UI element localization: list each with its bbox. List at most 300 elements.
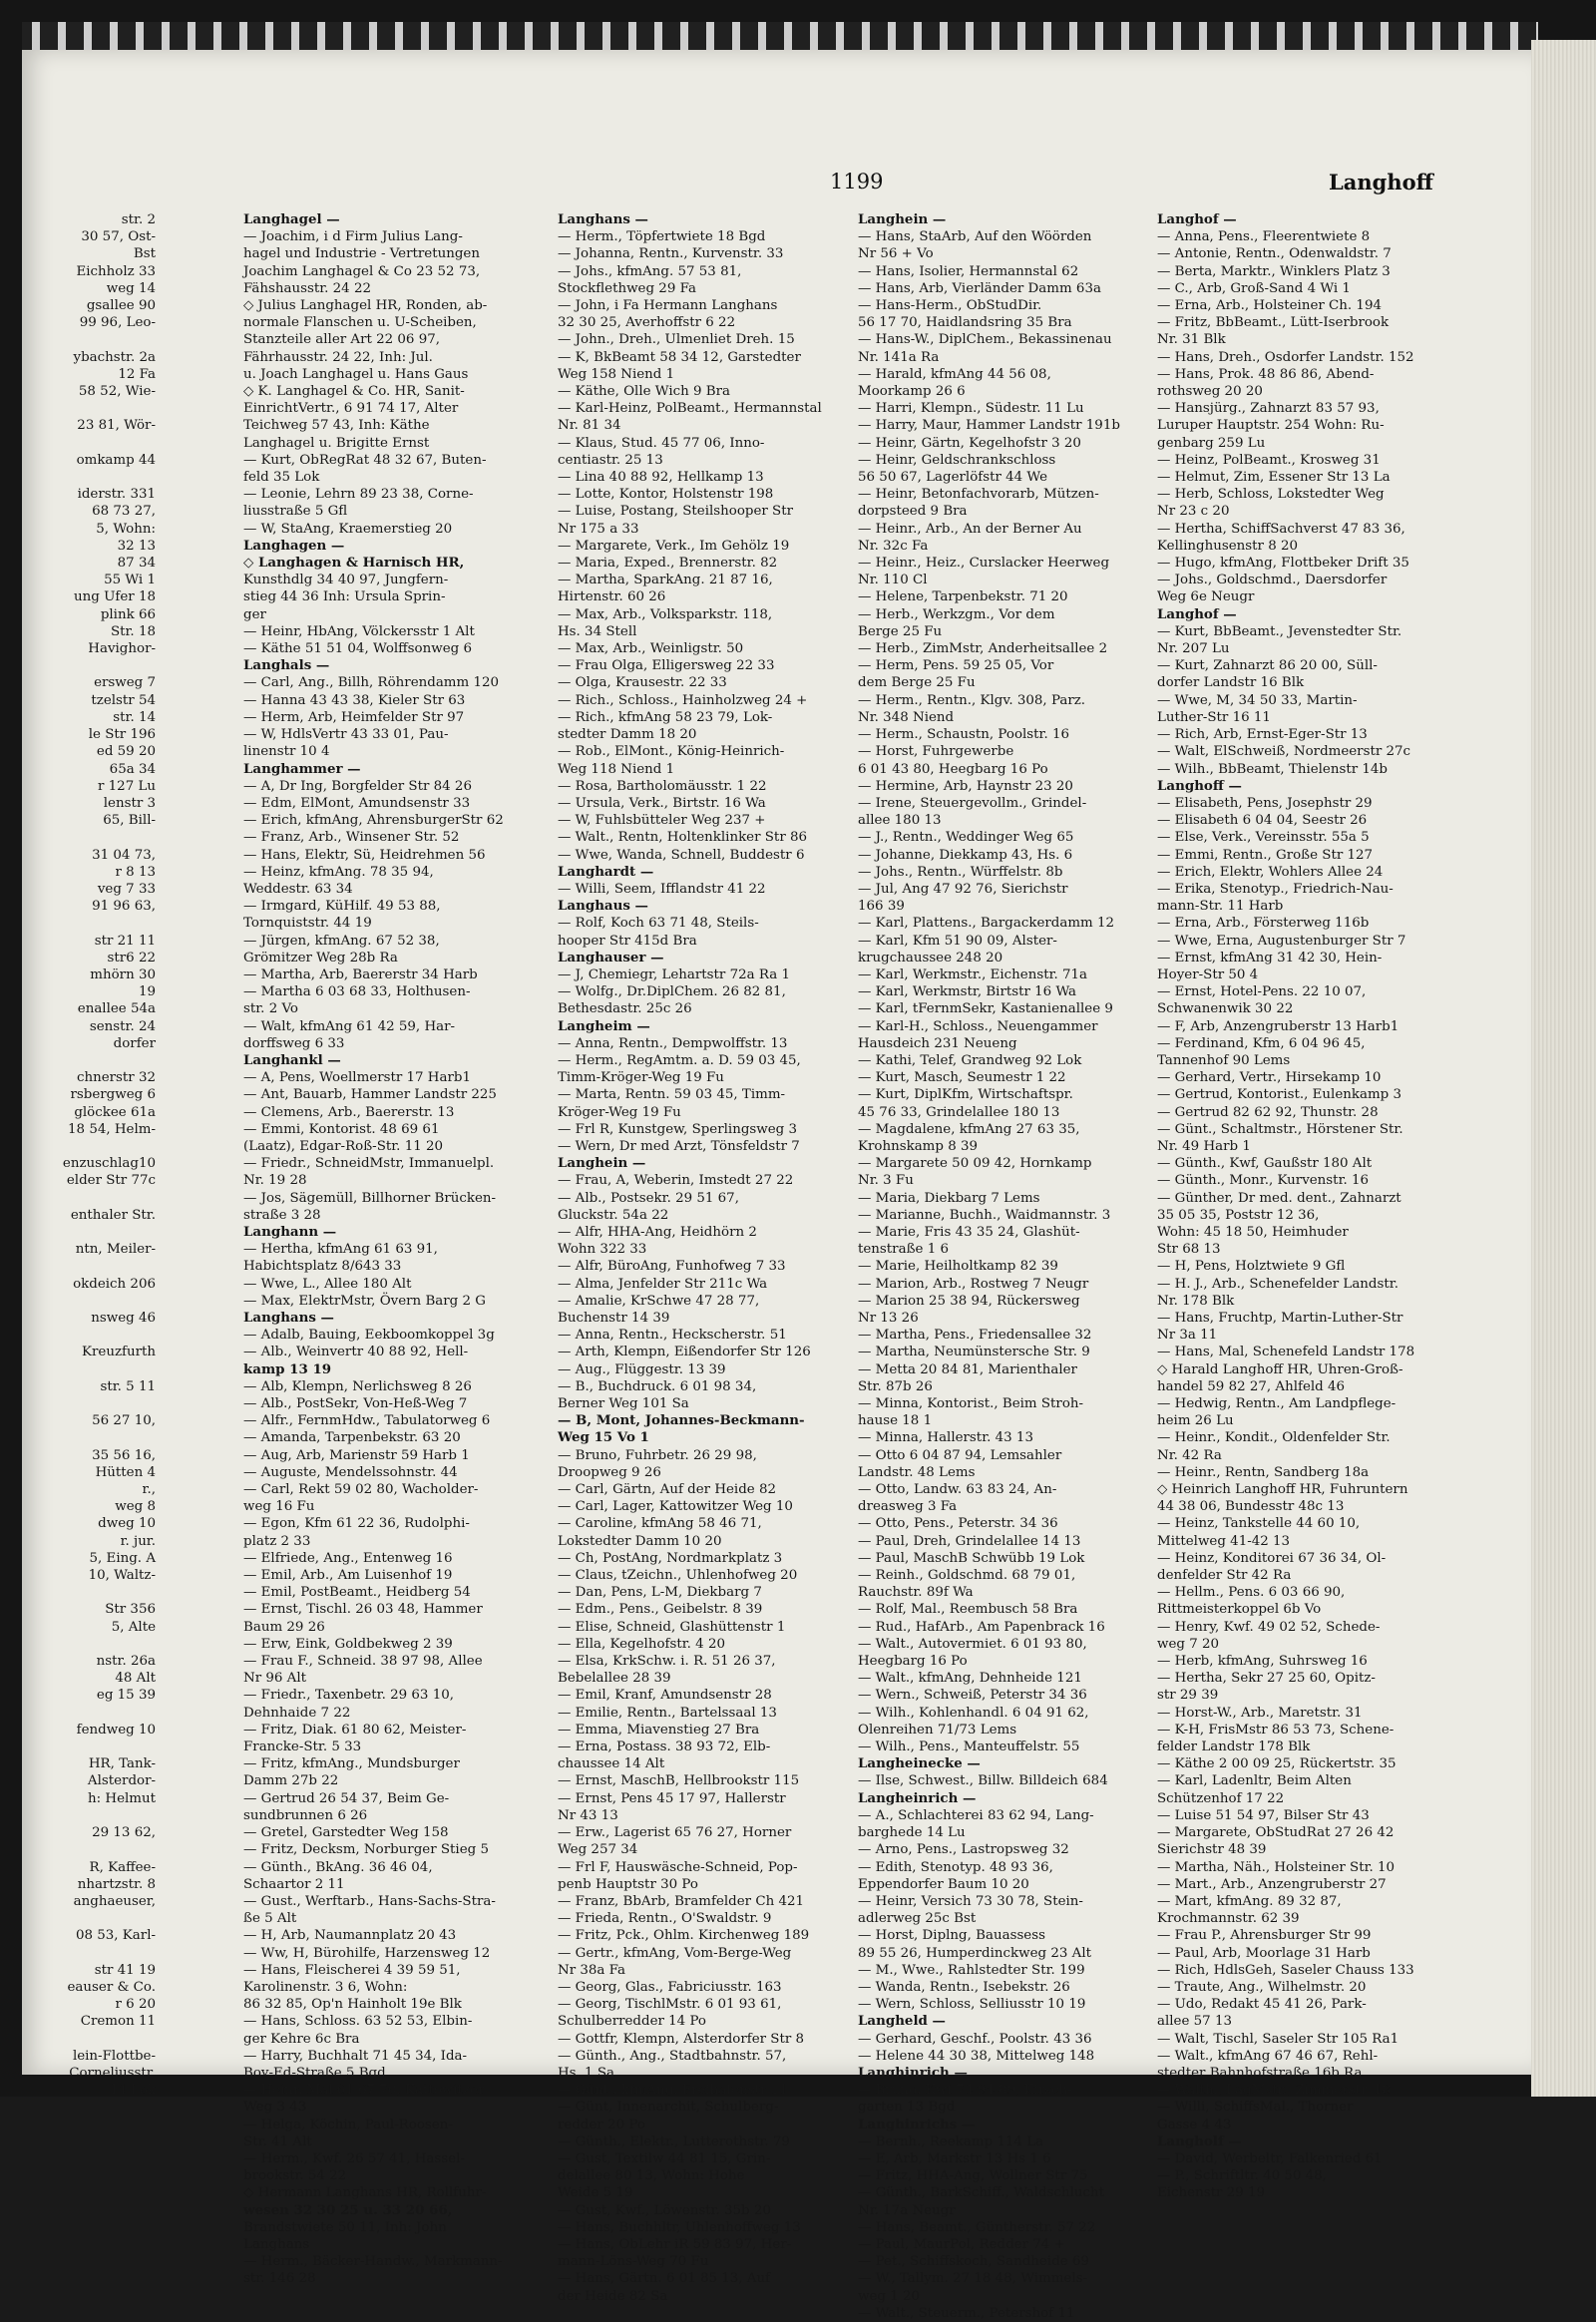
facing-page-line <box>22 1429 162 1446</box>
directory-entry: — Helene 44 30 38, Mittelweg 148 <box>858 2048 1095 2064</box>
facing-page-line: rsbergweg 6 <box>70 1087 156 1103</box>
directory-entry: handel 59 82 27, Ahlfeld 46 <box>1157 1378 1346 1394</box>
directory-entry: — Jul, Ang 47 92 76, Sierichstr <box>858 881 1068 897</box>
facing-page-line <box>22 1945 162 1962</box>
directory-entry: — Frau P., Ahrensburger Str 99 <box>1157 1928 1372 1944</box>
facing-page-line: ung Ufer 18 <box>74 589 156 605</box>
directory-entry: Str. 87b 26 <box>858 1378 933 1394</box>
facing-page-line: 12 Fa <box>118 366 156 382</box>
facing-page-line: Corneliusstr. <box>69 2065 156 2081</box>
directory-entry: — Martha, SparkAng. 21 87 16, <box>558 573 773 588</box>
surname-heading: Langhagen — <box>243 537 345 554</box>
directory-entry: — Hans, Prok. 48 86 86, Abend- <box>1157 366 1375 382</box>
directory-entry: — Caroline, kfmAng 58 46 71, <box>558 1516 762 1532</box>
directory-entry: — Bernh., Reekamp 114 La <box>858 2133 1044 2149</box>
directory-entry: — P., Schriftltr. 40 50 48, <box>1157 2168 1328 2184</box>
directory-entry: — Arth, Klempn, Eißendorfer Str 126 <box>558 1345 811 1360</box>
directory-entry: — Frau, A, Weberin, Imstedt 27 22 <box>558 1173 794 1189</box>
directory-entry: — Günth., Monr., Kurvenstr. 16 <box>1157 1173 1370 1189</box>
facing-page-line: 55 Wi 1 <box>104 573 156 588</box>
surname-heading: Langhaus — <box>558 898 648 915</box>
directory-entry: Tornquiststr. 44 19 <box>243 916 372 932</box>
facing-page-line <box>22 1807 162 1824</box>
directory-entry: — Margarete, ObStudRat 27 26 42 <box>1157 1825 1395 1841</box>
directory-entry: Hausdeich 231 Neueng <box>858 1035 1017 1051</box>
directory-entry: — Wolfg., Dr.DiplChem. 26 82 81, <box>558 984 786 1000</box>
surname-heading: Langhoff — <box>1157 777 1242 794</box>
directory-entry: — Erna, Arb., Holsteiner Ch. 194 <box>1157 298 1382 314</box>
directory-entry: — Hans, Beamt., Güntherstr. 57 22 <box>858 2219 1096 2235</box>
directory-entry: — John, i Fa Hermann Langhans <box>558 298 778 314</box>
directory-entry: — Marianne, Buchh., Waidmannstr. 3 <box>858 1207 1111 1223</box>
directory-entry: EinrichtVertr., 6 91 74 17, Alter <box>243 401 459 417</box>
directory-entry: — Herb, kfmAng, Suhrsweg 16 <box>1157 1654 1368 1670</box>
directory-entry: — Heinr., Arb., An der Berner Au <box>858 521 1082 537</box>
directory-entry: — W, StaAng, Kraemerstieg 20 <box>243 521 453 537</box>
directory-entry: Nr. 348 Niend <box>858 709 955 725</box>
directory-entry: — Ferdinand, Kfm, 6 04 96 45, <box>1157 1035 1366 1051</box>
directory-entry: Dehnhaide 7 22 <box>243 1705 351 1721</box>
directory-entry: — Walt, kfmAng 61 42 59, Har- <box>243 1018 456 1034</box>
directory-entry: weg 7 20 <box>1157 1636 1220 1652</box>
directory-entry: — Rich., kfmAng 58 23 79, Lok- <box>558 709 773 725</box>
directory-entry: — Gerhard, Geschf., Poolstr. 43 36 <box>858 2031 1092 2047</box>
directory-entry: — Martha, Neumünstersche Str. 9 <box>858 1345 1090 1360</box>
directory-entry: 35 05 35, Poststr 12 36, <box>1157 1207 1320 1223</box>
directory-entry: Teichweg 57 43, Inh: Käthe <box>243 418 430 434</box>
facing-page-line: 5, Eing. A <box>89 1550 156 1566</box>
directory-entry: — Heinr, HbAng, Völckersstr 1 Alt <box>243 623 475 639</box>
directory-entry: — Kathi, Telef, Grandweg 92 Lok <box>858 1052 1082 1068</box>
facing-page-line <box>22 1327 162 1344</box>
facing-page-line: nsweg 46 <box>91 1311 156 1326</box>
directory-entry: — Hugo, kfmAng, Flottbeker Drift 35 <box>1157 556 1409 572</box>
facing-page-line: Str. 18 <box>110 623 156 639</box>
directory-entry: — Klaus, Stud. 45 77 06, Inno- <box>558 435 765 451</box>
directory-entry: — Willi, Seem, Ifflandstr 41 22 <box>558 881 766 897</box>
directory-entry: — Karl-H., Schloss., Neuengammer <box>858 1018 1098 1034</box>
directory-entry: Brandstwiete 50 11, Inh: John <box>243 2219 447 2235</box>
directory-entry: — Margarete 50 09 42, Hornkamp <box>858 1156 1092 1172</box>
facing-page-line: str 21 11 <box>94 933 156 949</box>
directory-entry: — Gertr., kfmAng, Vom-Berge-Weg <box>558 1945 792 1961</box>
directory-entry: — Hans, Fruchtp, Martin-Luther-Str <box>1157 1311 1403 1326</box>
directory-entry: — Max, ElektrMstr, Övern Barg 2 G <box>243 1293 486 1309</box>
directory-entry: Nr 3a 11 <box>1157 1328 1218 1344</box>
directory-entry: — Bruno, Fuhrbetr. 26 29 98, <box>558 1447 757 1463</box>
directory-entry: — Ernst, Pens 45 17 97, Hallerstr <box>558 1790 786 1806</box>
directory-entry: — Jürgen, kfmAng. 67 52 38, <box>243 933 440 949</box>
directory-entry: tenstraße 1 6 <box>858 1242 949 1258</box>
surname-heading: Langhals — <box>243 657 330 674</box>
facing-page-line <box>22 1190 162 1207</box>
directory-entry: — Minna, Kontorist., Beim Stroh- <box>858 1396 1084 1412</box>
surname-heading: Langhein — <box>858 211 947 227</box>
directory-entry: — Horst, Fuhrgewerbe <box>858 744 1014 760</box>
facing-page-line: 32 13 <box>117 538 156 554</box>
directory-entry: — Leonie, Lehrn 89 23 38, Corne- <box>243 487 474 503</box>
directory-entry: u. Joach Langhagel u. Hans Gaus <box>243 366 469 382</box>
directory-entry: — Egon, Kfm 61 22 36, Rudolphi- <box>243 1516 470 1532</box>
directory-entry: — Alfr, HHA-Ang, Heidhörn 2 <box>558 1224 757 1240</box>
facing-page-line: r 6 20 <box>115 1997 156 2013</box>
directory-entry: Landstr. 48 Lems <box>858 1464 976 1480</box>
directory-entry: — Alb., Weinvertr 40 88 92, Hell- <box>243 1345 469 1360</box>
directory-entry: — Ant, Bauarb, Hammer Landstr 225 <box>243 1087 497 1103</box>
directory-entry: ger <box>243 606 266 622</box>
facing-page-line: str. 5 11 <box>100 1378 156 1394</box>
directory-entry: — Elsa, KrkSchw. i. R. 51 26 37, <box>558 1654 776 1670</box>
facing-page-line: ybachstr. 2a <box>73 349 156 365</box>
directory-entry: — Ernst, MaschB, Hellbrookstr 115 <box>558 1773 800 1789</box>
facing-page-line: R, Kaffee- <box>89 1859 156 1875</box>
directory-entry: — Günther, Dr med. dent., Zahnarzt <box>1157 1190 1401 1206</box>
directory-entry: — Erich, Elektr, Wohlers Allee 24 <box>1157 864 1384 880</box>
facing-page-line: Cremon 11 <box>80 2014 156 2030</box>
facing-page-line: lein-Flottbe- <box>72 2048 156 2064</box>
directory-entry: centiastr. 25 13 <box>558 452 663 468</box>
directory-entry: Olenreihen 71/73 Lems <box>858 1722 1017 1738</box>
directory-entry: Schwanenwik 30 22 <box>1157 1001 1294 1017</box>
directory-entry: — Herb, Schloss, Lokstedter Weg <box>1157 487 1385 503</box>
directory-entry: — Walt., kfmAng, Dehnheide 121 <box>858 1671 1082 1687</box>
directory-entry: — Käthe 2 00 09 25, Rückertstr. 35 <box>1157 1756 1396 1772</box>
directory-entry: Nr 56 + Vo <box>858 246 934 262</box>
facing-page-line: weg 14 <box>106 280 156 296</box>
facing-page-line: r 127 Lu <box>98 778 156 794</box>
directory-entry: garten 13 Bgd <box>858 2100 956 2116</box>
surname-heading: Langhinrichs — <box>858 2116 976 2132</box>
directory-entry: Droopweg 9 26 <box>558 1464 661 1480</box>
facing-page-line: fendweg 10 <box>76 1722 156 1738</box>
directory-entry: — Pet., Schiffskoch, Sandheide 69 <box>858 2254 1089 2270</box>
directory-entry: Nr. 19 28 <box>243 1173 307 1189</box>
facing-page-line <box>22 1584 162 1601</box>
facing-page-line <box>22 400 162 417</box>
directory-entry: 56 17 70, Haidlandsring 35 Bra <box>858 315 1072 331</box>
facing-page-line <box>22 331 162 348</box>
facing-page-line: enzuschlag10 <box>62 1156 156 1172</box>
directory-entry: — Elisabeth, Pens, Josephstr 29 <box>1157 795 1373 811</box>
directory-entry: Tannenhof 90 Lems <box>1157 1052 1291 1068</box>
directory-entry: — Hedwig, Rentn., Am Landpflege- <box>1157 1396 1396 1412</box>
surname-heading: Langhauser — <box>558 949 664 966</box>
surname-heading: Langhankl — <box>243 1051 341 1068</box>
facing-page-line: Eichholz 33 <box>76 263 156 279</box>
directory-entry: — Elisabeth 6 04 04, Seestr 26 <box>1157 813 1368 829</box>
directory-entry: feld 35 Lok <box>243 470 320 486</box>
facing-page-line: 56 27 10, <box>92 1413 156 1429</box>
directory-entry: — C., Arb, Groß-Sand 4 Wi 1 <box>1157 280 1351 296</box>
directory-entry: ße 5 Alt <box>243 1911 297 1927</box>
directory-entry: — H, Arb, Naumannplatz 20 43 <box>243 1928 457 1944</box>
directory-entry: — Kurt, DiplKfm, Wirtschaftspr. <box>858 1087 1073 1103</box>
directory-entry: — Harry, Maur, Hammer Landstr 191b <box>858 418 1120 434</box>
directory-entry: Eichenstr 29 19 <box>1157 2185 1265 2201</box>
directory-entry: — Frl F, Hauswäsche-Schneid, Pop- <box>558 1859 798 1875</box>
directory-entry: — Fritz, kfmAng., Mundsburger <box>243 1756 460 1772</box>
facing-page-line: mhörn 30 <box>90 967 156 982</box>
directory-entry: — Emil, Kranf, Amundsenstr 28 <box>558 1688 772 1704</box>
directory-entry: — Otto, Landw. 63 83 24, An- <box>858 1482 1057 1498</box>
directory-entry: — Ernst, Hotel-Pens. 22 10 07, <box>1157 984 1367 1000</box>
directory-entry: — Käthe 51 51 04, Wolffsonweg 6 <box>243 641 472 657</box>
directory-entry: — Otto 6 04 87 94, Lemsahler <box>858 1447 1062 1463</box>
surname-heading: Langheinecke — <box>858 1755 981 1772</box>
directory-entry: Stockflethweg 29 Fa <box>558 280 696 296</box>
directory-entry: 86 32 85, Op'n Hainholt 19e Blk <box>243 1997 462 2013</box>
directory-entry: — Marie, Heilholtkamp 82 39 <box>858 1259 1058 1275</box>
directory-entry: — Günt., Schaltmstr., Hörstener Str. <box>1157 1121 1403 1137</box>
directory-entry: Nr 175 a 33 <box>558 521 639 537</box>
directory-entry: — Emmi, Kontorist. 48 69 61 <box>243 1121 440 1137</box>
facing-page-line: Str 356 <box>105 1602 156 1618</box>
directory-entry: Nr 23 c 20 <box>1157 504 1230 520</box>
directory-entry: — Walt, ElSchweiß, Nordmeerstr 27c <box>1157 744 1411 760</box>
directory-entry: — Hertha, Sekr 27 25 60, Opitz- <box>1157 1671 1376 1687</box>
directory-entry: — W, Fuhlsbütteler Weg 237 + <box>558 813 766 829</box>
surname-heading: Langhardt — <box>558 863 654 880</box>
running-head: Langhoff <box>1329 170 1433 194</box>
directory-entry: Nr. 207 Lu <box>1157 641 1230 657</box>
directory-entry: — H, Pens, Holztwiete 9 Gfl <box>1157 1259 1346 1275</box>
directory-entry: Weg 158 Niend 1 <box>558 366 675 382</box>
facing-page-line: tzelstr 54 <box>91 692 156 708</box>
directory-entry: — Paul, Dreh, Grindelallee 14 13 <box>858 1533 1081 1549</box>
directory-entry: — Erich, kfmAng, AhrensburgerStr 62 <box>243 813 504 829</box>
directory-entry: — Walt., Steuerm., Petershof 11 <box>858 2305 1075 2321</box>
directory-entry: — Fritz, BbBeamt., Lütt-Iserbrook <box>1157 315 1390 331</box>
directory-entry: — Ilse, Schwest., Billw. Billdeich 684 <box>858 1773 1108 1789</box>
directory-entry: ◇ Harald Langhoff HR, Uhren-Groß- <box>1157 1361 1403 1377</box>
directory-entry: — Johs., kfmAng. 57 53 81, <box>558 263 742 279</box>
directory-entry: Moorkamp 26 6 <box>858 384 966 400</box>
directory-entry: — Rich, HdlsGeh, Saseler Chauss 133 <box>1157 1962 1414 1978</box>
directory-entry: Schaartor 2 11 <box>243 1876 345 1892</box>
directory-entry: — Max, Arb., Weinligstr. 50 <box>558 641 744 657</box>
directory-entry: — Heinr, Betonfachvorarb, Mützen- <box>858 487 1099 503</box>
directory-entry: liusstraße 5 Gfl <box>243 504 348 520</box>
directory-entry: Fährhausstr. 24 22, Inh: Jul. <box>243 349 433 365</box>
directory-entry: — Joachim, i d Firm Julius Lang- <box>243 229 463 245</box>
directory-entry: — Heinr., Heiz., Curslacker Heerweg <box>858 556 1110 572</box>
page-header <box>22 170 1518 209</box>
directory-entry: — W., Tallym. 27 18 48, Wimmels- <box>858 2271 1088 2287</box>
directory-entry: Sierichstr 48 39 <box>1157 1842 1267 1858</box>
directory-entry: — Harry, Buchhalt 71 45 34, Ida- <box>243 2048 468 2064</box>
directory-entry: — Käthe, Olle Wich 9 Bra <box>558 384 730 400</box>
directory-entry: felder Landstr 178 Blk <box>1157 1740 1311 1755</box>
directory-entry: 45 76 33, Grindelallee 180 13 <box>858 1104 1060 1120</box>
facing-page-line: nhartzstr. 8 <box>77 1876 156 1892</box>
surname-heading: Langhagel — <box>243 211 340 227</box>
directory-entry: Weg 118 Niend 1 <box>558 761 675 777</box>
facing-page-line: 14 Lok <box>109 2083 156 2099</box>
directory-entry: — Gertrud 82 62 92, Thunstr. 28 <box>1157 1104 1379 1120</box>
directory-entry: stedter Damm 18 20 <box>558 727 697 743</box>
directory-entry: — Alb., Postsekr. 29 51 67, <box>558 1190 739 1206</box>
directory-entry: Kröger-Weg 19 Fu <box>558 1104 681 1120</box>
directory-entry: — Irene, Steuergevollm., Grindel- <box>858 795 1087 811</box>
directory-entry: — Elise, Schneid, Glashüttenstr 1 <box>558 1619 786 1635</box>
directory-entry: — Martha, Pens., Friedensallee 32 <box>858 1328 1092 1344</box>
directory-entry: — Arno, Pens., Lastropsweg 32 <box>858 1842 1069 1858</box>
directory-entry: — Hans, Schloss. 63 52 53, Elbin- <box>243 2014 473 2030</box>
facing-page-line: okdeich 206 <box>73 1276 156 1292</box>
facing-page-line: eauser & Co. <box>67 1979 156 1995</box>
directory-entry: — Willi, SchiffsMal., Thorner <box>1157 2100 1354 2116</box>
directory-entry: — Martha, Arb, Baererstr 34 Harb <box>243 967 478 982</box>
facing-page-line: Hütten 4 <box>95 1464 156 1480</box>
directory-entry: — Max, Arb., Volksparkstr. 118, <box>558 606 773 622</box>
directory-entry: Schützenhof 17 22 <box>1157 1790 1285 1806</box>
directory-entry: — Kurt, ObRegRat 48 32 67, Buten- <box>243 452 487 468</box>
directory-entry: — Hermine, Arb, Haynstr 23 20 <box>858 778 1073 794</box>
directory-entry: — Friedr., Taxenbetr. 29 63 10, <box>243 1688 454 1704</box>
directory-entry: straße 3 28 <box>243 1207 321 1223</box>
directory-entry: Gasse 4 43 <box>1157 2117 1232 2132</box>
directory-entry: Hirtenstr. 60 26 <box>558 589 666 605</box>
facing-page-line: str. 14 <box>113 709 156 725</box>
directory-entry: 44 38 06, Bundesstr 48c 13 <box>1157 1499 1345 1515</box>
directory-entry: — H. J., Arb., Schenefelder Landstr. <box>1157 1276 1398 1292</box>
directory-entry: — Amalie, KrSchwe 47 28 77, <box>558 1293 760 1309</box>
directory-entry: — Heinr, Geldschrankschloss <box>858 452 1056 468</box>
directory-entry: — Heinz, kfmAng. 78 35 94, <box>243 864 434 880</box>
directory-entry: — Edm, ElMont, Amundsenstr 33 <box>243 795 471 811</box>
column-2 <box>558 211 849 2304</box>
facing-page-line: lenstr 3 <box>103 795 156 811</box>
facing-page-line: 35 56 16, <box>92 1447 156 1463</box>
directory-entry: Nr 38a Fa <box>558 1962 626 1978</box>
directory-entry: — Walth., LagMstr., Zimmerstr. 18 <box>1157 2083 1392 2099</box>
directory-entry: — Marion, Arb., Rostweg 7 Neugr <box>858 1276 1089 1292</box>
directory-entry: — Franz, BbArb, Bramfelder Ch 421 <box>558 1893 805 1909</box>
directory-entry: — Lina 40 88 92, Hellkamp 13 <box>558 470 764 486</box>
directory-entry: str 29 39 <box>1157 1688 1219 1704</box>
directory-entry: hagel und Industrie - Vertretungen <box>243 246 480 262</box>
surname-heading: Langhein — <box>558 1155 646 1172</box>
surname-heading: Langheinrich — <box>858 1789 977 1806</box>
directory-entry: Kellinghusenstr 8 20 <box>1157 538 1299 554</box>
facing-page-line: 99 96, Leo- <box>79 315 156 331</box>
directory-entry: — Minna, Hallerstr. 43 13 <box>858 1430 1033 1446</box>
directory-entry: — A, Dr Ing, Borgfelder Str 84 26 <box>243 778 472 794</box>
surname-heading: Langhans — <box>243 1310 334 1326</box>
facing-page-line: elder Str 77c <box>66 1173 156 1189</box>
directory-entry: — Rich., Schloss., Hainholzweg 24 + <box>558 692 808 708</box>
directory-entry: barghede 14 Lu <box>858 1825 966 1841</box>
directory-entry: penb Hauptstr 30 Po <box>558 1876 698 1892</box>
directory-entry: Mittelweg 41-42 13 <box>1157 1533 1291 1549</box>
directory-entry: — Heinr, Gärtn, Kegelhofstr 3 20 <box>858 435 1081 451</box>
facing-page-line: Kreuzfurth <box>82 1345 156 1360</box>
directory-entry: — Adalb, Bauing, Eekboomkoppel 3g <box>243 1328 495 1344</box>
facing-page-line <box>22 1138 162 1155</box>
directory-entry: — Bruno, Kwf 74 94 89, Kirsch- <box>858 2083 1072 2099</box>
directory-entry: — Friedr., SchneidMstr, Immanuelpl. <box>243 1156 495 1172</box>
directory-entry: sundbrunnen 6 26 <box>243 1807 368 1823</box>
facing-page-line: r. jur. <box>120 1533 156 1549</box>
directory-entry: Habichtsplatz 8/643 33 <box>243 1259 402 1275</box>
facing-page-line <box>22 915 162 932</box>
facing-page-line <box>22 657 162 674</box>
directory-entry: — Hans, Isolier, Hermannstal 62 <box>858 263 1079 279</box>
directory-entry: — Fritz, Decksm, Norburger Stieg 5 <box>243 1842 489 1858</box>
facing-page-line: 91 96 63, <box>92 899 156 915</box>
directory-entry: — Claus, tZeichn., Uhlenhofweg 20 <box>558 1568 798 1584</box>
directory-entry: dorfer Landstr 16 Blk <box>1157 675 1305 691</box>
facing-page-line: 23 81, Wör- <box>77 418 156 434</box>
facing-page-line: glöckee 61a <box>74 1104 156 1120</box>
directory-entry: — Lotte, Kontor, Holstenstr 198 <box>558 487 774 503</box>
directory-entry: — Paul, MaurPol, Redder 74 + <box>858 2236 1065 2252</box>
directory-entry: — Günt, Innenarchit, Schulberg- <box>558 2100 779 2116</box>
directory-entry: allee 57 13 <box>1157 2014 1232 2030</box>
directory-entry: — Wern, Dr med Arzt, Tönsfeldstr 7 <box>558 1138 800 1154</box>
directory-entry: — Georg, TischlMstr. 6 01 93 61, <box>558 1997 782 2013</box>
directory-entry: — Rolf, Koch 63 71 48, Steils- <box>558 916 759 932</box>
facing-page-line: 08 53, Karl- <box>75 1928 156 1944</box>
directory-entry: — Walt., kfmAng 67 46 67, Rehl- <box>1157 2048 1379 2064</box>
facing-page-line <box>22 1052 162 1069</box>
directory-entry: — Henry, Kwf. 49 02 52, Schede- <box>1157 1619 1381 1635</box>
directory-entry: — Luise, Postang, Steilshooper Str <box>558 504 794 520</box>
directory-entry: — David, Werbeltr, Falkenried 61 <box>1157 2150 1383 2166</box>
directory-entry: — Edm., Pens., Geibelstr. 8 39 <box>558 1602 763 1618</box>
directory-entry: — Udo, Redakt 45 41 26, Park- <box>1157 1997 1367 2013</box>
directory-entry: — Emilie, Rentn., Bartelssaal 13 <box>558 1705 777 1721</box>
directory-entry: 56 50 67, Lagerlöfstr 44 We <box>858 470 1048 486</box>
directory-entry: — Hans-Herm., ObStudDir. <box>858 298 1042 314</box>
directory-entry: kamp 13 19 <box>243 1360 332 1377</box>
facing-page-line: 68 73 27, <box>92 504 156 520</box>
directory-entry: Weddestr. 63 34 <box>243 881 353 897</box>
facing-page-line: gsallee 90 <box>86 298 156 314</box>
directory-entry: — Johs., Rentn., Würffelstr. 8b <box>858 864 1063 880</box>
directory-entry: — Fritz, Diak. 61 80 62, Meister- <box>243 1722 467 1738</box>
directory-entry: — Alfr, BüroAng, Funhofweg 7 33 <box>558 1259 786 1275</box>
directory-entry: — Erna, Postass. 38 93 72, Elb- <box>558 1740 771 1755</box>
directory-entry: — Gertrud, Kontorist., Eulenkamp 3 <box>1157 1087 1402 1103</box>
directory-entry: Str 68 13 <box>1157 1242 1221 1258</box>
facing-page-line: str. 2 <box>121 212 156 227</box>
facing-page-fragment <box>22 211 162 2122</box>
directory-entry: Langhans <box>243 2236 310 2252</box>
directory-entry: — Marta, Rentn. 59 03 45, Timm- <box>558 1087 786 1103</box>
directory-entry: — Ww, H, Bürohilfe, Harzensweg 12 <box>243 1945 491 1961</box>
facing-page-line: str 41 19 <box>94 1962 156 1978</box>
directory-entry: — K, BkBeamt 58 34 12, Garstedter <box>558 349 801 365</box>
directory-entry: allee 180 13 <box>858 813 942 829</box>
facing-page-line <box>22 1705 162 1722</box>
directory-entry: Weg 6e Neugr <box>1157 589 1255 605</box>
directory-entry: — Günth., BkAng. 36 46 04, <box>243 1859 433 1875</box>
directory-entry: — Erika, Stenotyp., Friedrich-Nau- <box>1157 881 1394 897</box>
directory-entry: — Anna, Rentn., Dempwolffstr. 13 <box>558 1035 788 1051</box>
directory-entry: — Georg, Glas., Fabriciusstr. 163 <box>558 1979 782 1995</box>
directory-entry: stieg 44 36 Inh: Ursula Sprin- <box>243 589 446 605</box>
directory-entry: — Rolf, Mal., Reembusch 58 Bra <box>858 1602 1078 1618</box>
directory-entry: — Wwe, M, 34 50 33, Martin- <box>1157 692 1358 708</box>
directory-entry: linenstr 10 4 <box>243 744 330 760</box>
directory-entry: Nr. 31 Blk <box>1157 332 1226 348</box>
directory-entry: Baum 29 26 <box>243 1619 325 1635</box>
directory-entry: — J, Chemiegr, Lehartstr 72a Ra 1 <box>558 967 791 982</box>
directory-entry: — Wilh., BbBeamt, Thielenstr 14b <box>1157 761 1389 777</box>
directory-entry: Weide 5 19 <box>558 2185 633 2201</box>
directory-entry: Wohn: 45 18 50, Heimhuder <box>1157 1224 1349 1240</box>
